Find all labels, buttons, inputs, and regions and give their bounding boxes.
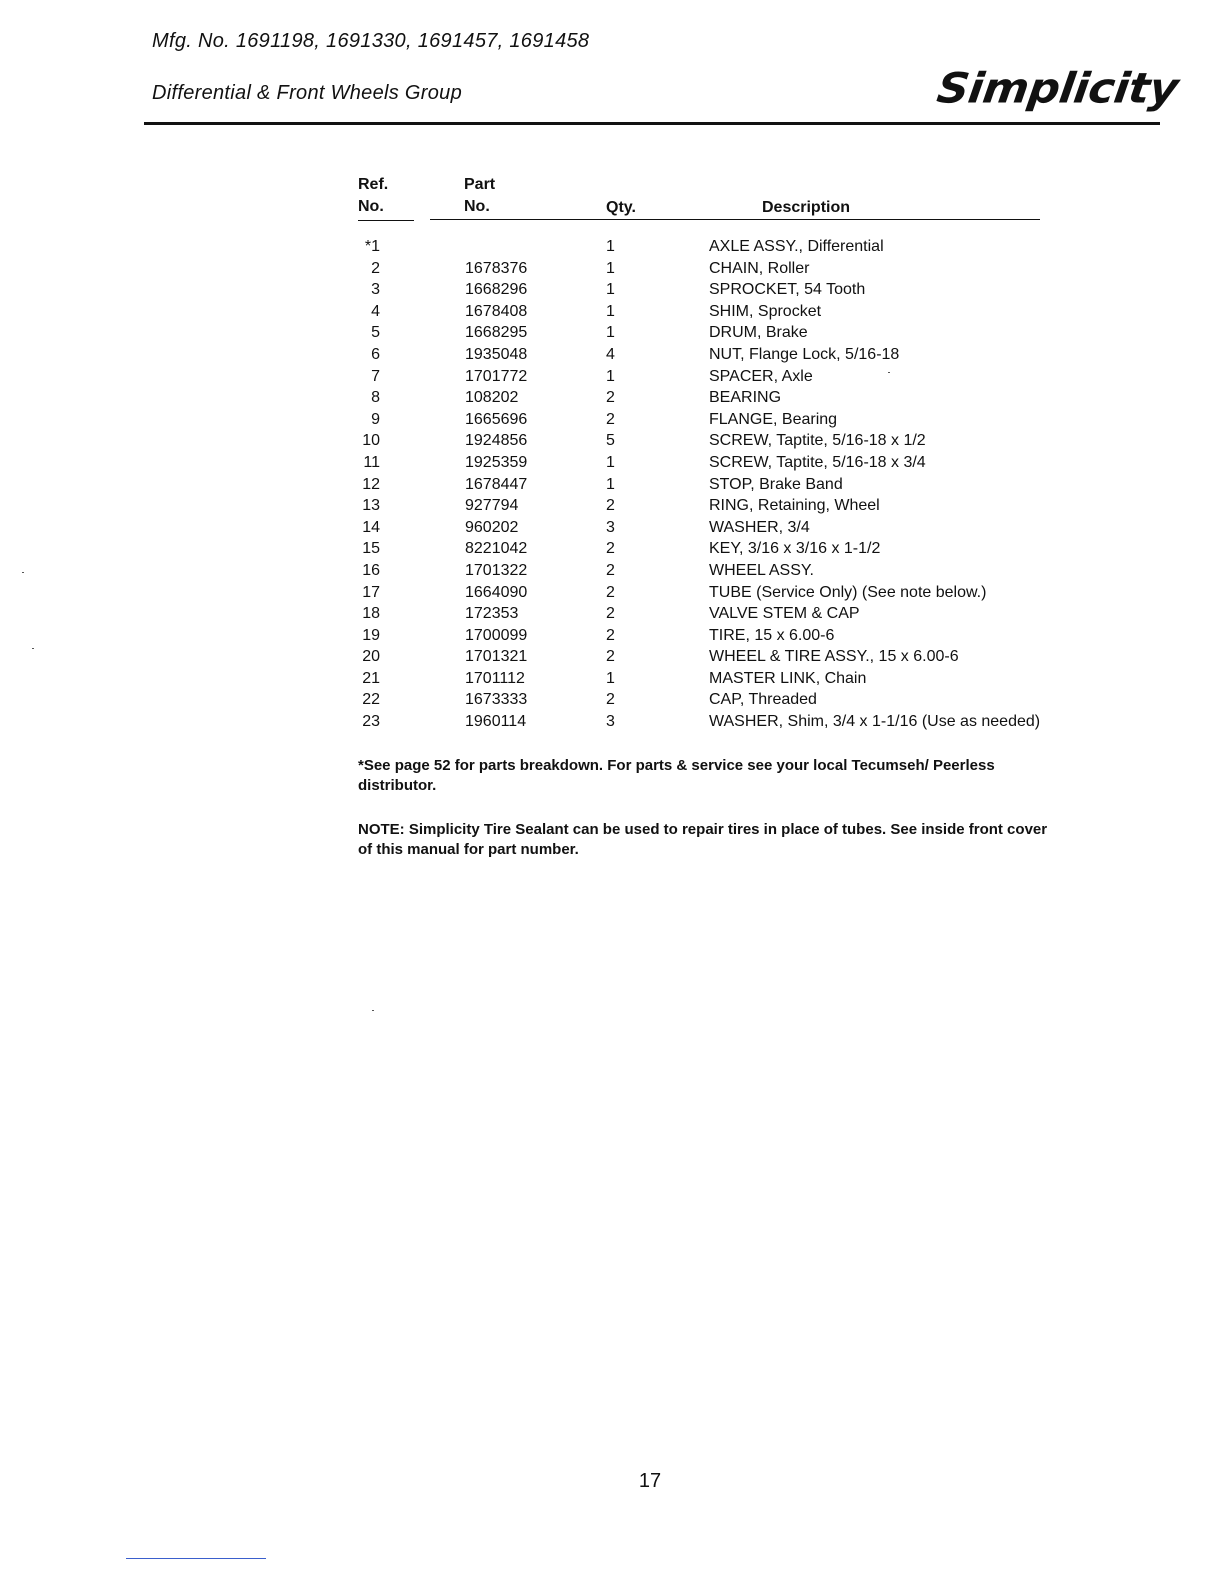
table-row xyxy=(0,646,1224,668)
ref-cell: 5 xyxy=(371,324,380,342)
group-title: Differential & Front Wheels Group xyxy=(152,82,463,104)
qty-cell: 2 xyxy=(606,691,615,709)
description-cell: TUBE (Service Only) (See note below.) xyxy=(709,583,987,601)
table-row xyxy=(0,495,1224,517)
description-cell: STOP, Brake Band xyxy=(709,475,843,493)
table-row xyxy=(0,387,1224,409)
part-number-cell: 1701772 xyxy=(465,367,528,385)
column-header-ref-line2: No. xyxy=(358,198,384,215)
description-cell: CHAIN, Roller xyxy=(709,259,810,277)
qty-cell: 2 xyxy=(606,389,615,407)
description-cell: WHEEL & TIRE ASSY., 15 x 6.00-6 xyxy=(709,648,959,666)
qty-cell: 5 xyxy=(606,432,615,450)
ref-cell: 23 xyxy=(362,713,380,731)
ref-cell: 8 xyxy=(371,389,380,407)
column-header-description: Description xyxy=(762,199,851,216)
ref-cell: 9 xyxy=(371,410,380,428)
table-row xyxy=(0,625,1224,647)
description-cell: NUT, Flange Lock, 5/16-18 xyxy=(709,345,900,363)
part-number-cell: 108202 xyxy=(465,389,519,407)
description-cell: KEY, 3/16 x 3/16 x 1-1/2 xyxy=(709,540,881,558)
table-row xyxy=(0,409,1224,431)
table-row xyxy=(0,538,1224,560)
mfg-numbers: Mfg. No. 1691198, 1691330, 1691457, 1691458 xyxy=(152,30,590,52)
table-row xyxy=(0,279,1224,301)
footer-rule xyxy=(126,1558,266,1559)
qty-cell: 3 xyxy=(606,713,615,731)
description-cell: SCREW, Taptite, 5/16-18 x 3/4 xyxy=(709,453,926,471)
simplicity-logo: Simplicity xyxy=(934,64,1181,113)
ref-cell: 19 xyxy=(362,626,380,644)
ref-cell: 10 xyxy=(362,432,380,450)
description-cell: AXLE ASSY., Differential xyxy=(709,238,884,255)
column-header-part-line1: Part xyxy=(464,176,496,193)
description-cell: TIRE, 15 x 6.00-6 xyxy=(709,626,835,644)
qty-cell: 2 xyxy=(606,561,615,579)
description-cell: SPACER, Axle xyxy=(709,367,813,385)
description-cell: MASTER LINK, Chain xyxy=(709,669,867,687)
table-row xyxy=(0,366,1224,388)
ref-cell: 22 xyxy=(362,691,380,709)
qty-cell: 3 xyxy=(606,518,615,536)
table-row xyxy=(0,711,1224,733)
ref-cell: 11 xyxy=(363,453,380,471)
column-header-ref-line1: Ref. xyxy=(358,176,389,193)
ref-cell: 13 xyxy=(362,497,380,515)
scan-speck xyxy=(32,648,34,649)
description-cell: SHIM, Sprocket xyxy=(709,302,822,320)
ref-cell: 21 xyxy=(362,669,380,687)
table-row xyxy=(0,517,1224,539)
table-row xyxy=(0,430,1224,452)
part-number-cell: 1960114 xyxy=(465,713,527,731)
part-number-cell: 1701321 xyxy=(465,648,528,666)
description-cell: SCREW, Taptite, 5/16-18 x 1/2 xyxy=(709,432,926,450)
qty-cell: 1 xyxy=(606,669,615,687)
part-number-cell: 8221042 xyxy=(465,540,528,558)
header-divider xyxy=(144,122,1160,125)
qty-cell: 2 xyxy=(606,583,615,601)
ref-cell: 12 xyxy=(362,475,380,493)
part-number-cell: 1665696 xyxy=(465,410,528,428)
part-number-cell: 1668296 xyxy=(465,281,528,299)
description-cell: RING, Retaining, Wheel xyxy=(709,497,880,515)
description-cell: SPROCKET, 54 Tooth xyxy=(709,281,866,299)
qty-cell: 1 xyxy=(606,453,615,471)
qty-cell: 1 xyxy=(606,259,615,277)
part-number-cell: 927794 xyxy=(465,497,519,515)
ref-cell: 20 xyxy=(362,648,380,666)
header-underline-ref xyxy=(358,220,414,221)
part-number-cell: 1935048 xyxy=(465,345,528,363)
part-number-cell: 1673333 xyxy=(465,691,528,709)
qty-cell: 1 xyxy=(606,281,615,299)
parts-table xyxy=(0,236,1224,733)
note-tire-sealant: NOTE: Simplicity Tire Sealant can be used to repair tires in place of tubes. See inside front cover of this manual for part number. xyxy=(358,821,1048,858)
qty-cell: 2 xyxy=(606,626,615,644)
part-number-cell: 1700099 xyxy=(465,626,528,644)
qty-cell: 2 xyxy=(606,410,615,428)
part-number-cell: 1678376 xyxy=(465,259,528,277)
table-row xyxy=(0,474,1224,496)
ref-cell: 6 xyxy=(371,345,380,363)
qty-cell: 2 xyxy=(606,497,615,515)
qty-cell: 2 xyxy=(606,648,615,666)
table-row xyxy=(0,452,1224,474)
table-row xyxy=(0,322,1224,344)
footnote-parts-breakdown: *See page 52 for parts breakdown. For parts & service see your local Tecumseh/ Peerless distributor. xyxy=(358,757,995,794)
column-header-qty: Qty. xyxy=(606,199,636,216)
qty-cell: 2 xyxy=(606,540,615,558)
qty-cell: 1 xyxy=(606,367,615,385)
ref-cell: 7 xyxy=(371,367,380,385)
part-number-cell: 1925359 xyxy=(465,453,528,471)
description-cell: WASHER, 3/4 xyxy=(709,518,810,536)
part-number-cell: 1924856 xyxy=(465,432,528,450)
qty-cell: 1 xyxy=(606,475,615,493)
description-cell: WHEEL ASSY. xyxy=(709,561,814,579)
part-number-cell: 960202 xyxy=(465,518,519,536)
scan-speck xyxy=(888,372,890,373)
qty-cell: 1 xyxy=(606,238,615,255)
description-cell: CAP, Threaded xyxy=(709,691,817,709)
page-number: 17 xyxy=(638,1470,662,1492)
table-row xyxy=(0,582,1224,604)
part-number-cell: 1701322 xyxy=(465,561,528,579)
part-number-cell: 1701112 xyxy=(465,669,525,687)
ref-cell: 18 xyxy=(362,605,380,623)
part-number-cell: 1678447 xyxy=(465,475,528,493)
qty-cell: 4 xyxy=(606,345,615,363)
table-row xyxy=(0,560,1224,582)
ref-cell: 4 xyxy=(371,302,380,320)
description-cell: FLANGE, Bearing xyxy=(709,410,838,428)
ref-cell: *1 xyxy=(364,238,380,255)
part-number-cell: 1668295 xyxy=(465,324,528,342)
description-cell: VALVE STEM & CAP xyxy=(709,605,860,623)
description-cell: WASHER, Shim, 3/4 x 1-1/16 (Use as needed) xyxy=(709,713,1041,731)
qty-cell: 2 xyxy=(606,605,615,623)
scan-speck xyxy=(372,1010,374,1011)
part-number-cell: 1664090 xyxy=(465,583,528,601)
column-header-part-line2: No. xyxy=(464,198,490,215)
ref-cell: 2 xyxy=(371,259,380,277)
part-number-cell: 172353 xyxy=(465,605,519,623)
table-row xyxy=(0,258,1224,280)
description-cell: BEARING xyxy=(709,389,782,407)
ref-cell: 17 xyxy=(362,583,380,601)
table-row xyxy=(0,301,1224,323)
table-row xyxy=(0,603,1224,625)
table-row xyxy=(0,668,1224,690)
part-number-cell: 1678408 xyxy=(465,302,528,320)
scan-speck xyxy=(22,572,24,573)
qty-cell: 1 xyxy=(606,302,615,320)
table-row xyxy=(0,689,1224,711)
header-underline xyxy=(430,219,1040,220)
ref-cell: 14 xyxy=(362,518,380,536)
ref-cell: 3 xyxy=(371,281,380,299)
ref-cell: 15 xyxy=(362,540,380,558)
table-row xyxy=(0,344,1224,366)
table-row xyxy=(0,236,1224,258)
description-cell: DRUM, Brake xyxy=(709,324,808,342)
ref-cell: 16 xyxy=(362,561,380,579)
qty-cell: 1 xyxy=(606,324,615,342)
